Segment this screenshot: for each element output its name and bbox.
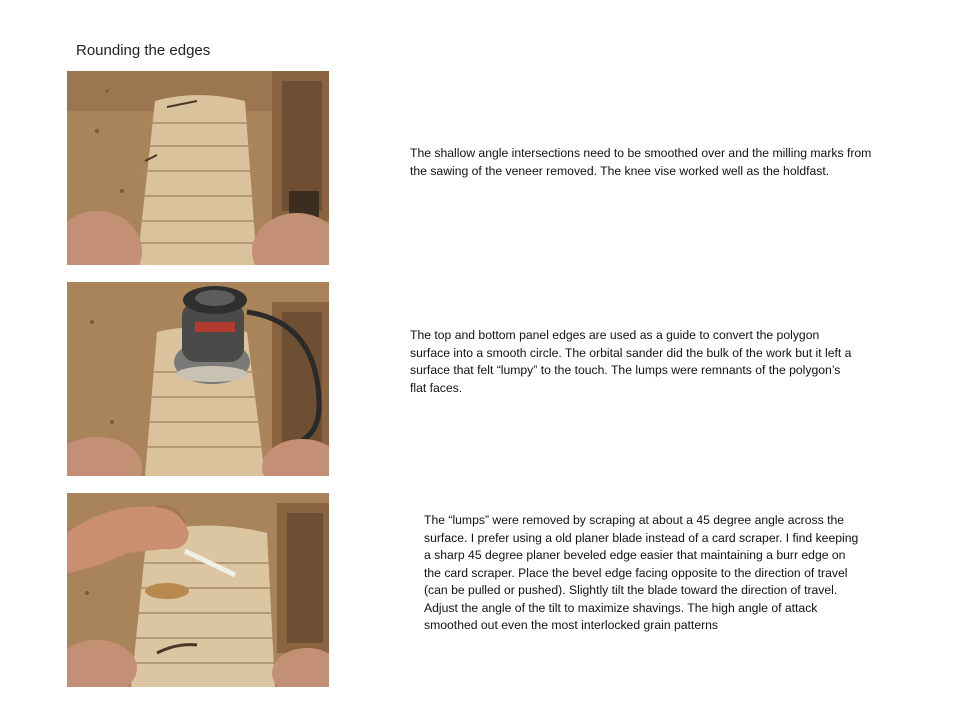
page-title: Rounding the edges: [76, 42, 211, 59]
step-1-caption: The shallow angle intersections need to be smoothed over and the milling marks from the sawing of the veneer removed. The knee vise worked well as the holdfast.: [410, 146, 872, 178]
photo-drum-in-knee-vise: [67, 71, 329, 265]
photo-orbital-sander-on-drum: [67, 282, 329, 476]
step-3-caption: The “lumps” were removed by scraping at about a 45 degree angle across the surface. I prefer using a old planer blade instead of a card scraper. I find keeping a sharp 45 degree planer beveled edge easier that maintaining a burr edge on the card scraper. Place the bevel edge facing opposite to the direction of travel (can be pulled or pushed). Slightly tilt the blade toward the direction of travel. Adjust the angle of the tilt to maximize shavings. The high angle of attack smoothed out even the most interlocked grain patterns: [424, 513, 859, 632]
photo-scraping-with-planer-blade: [67, 493, 329, 687]
step-2-caption: The top and bottom panel edges are used as a guide to convert the polygon surface into a smooth circle. The orbital sander did the bulk of the work but it left a surface that felt “lumpy” to the touch. The lumps were remnants of the polygon’s flat faces.: [410, 328, 852, 395]
